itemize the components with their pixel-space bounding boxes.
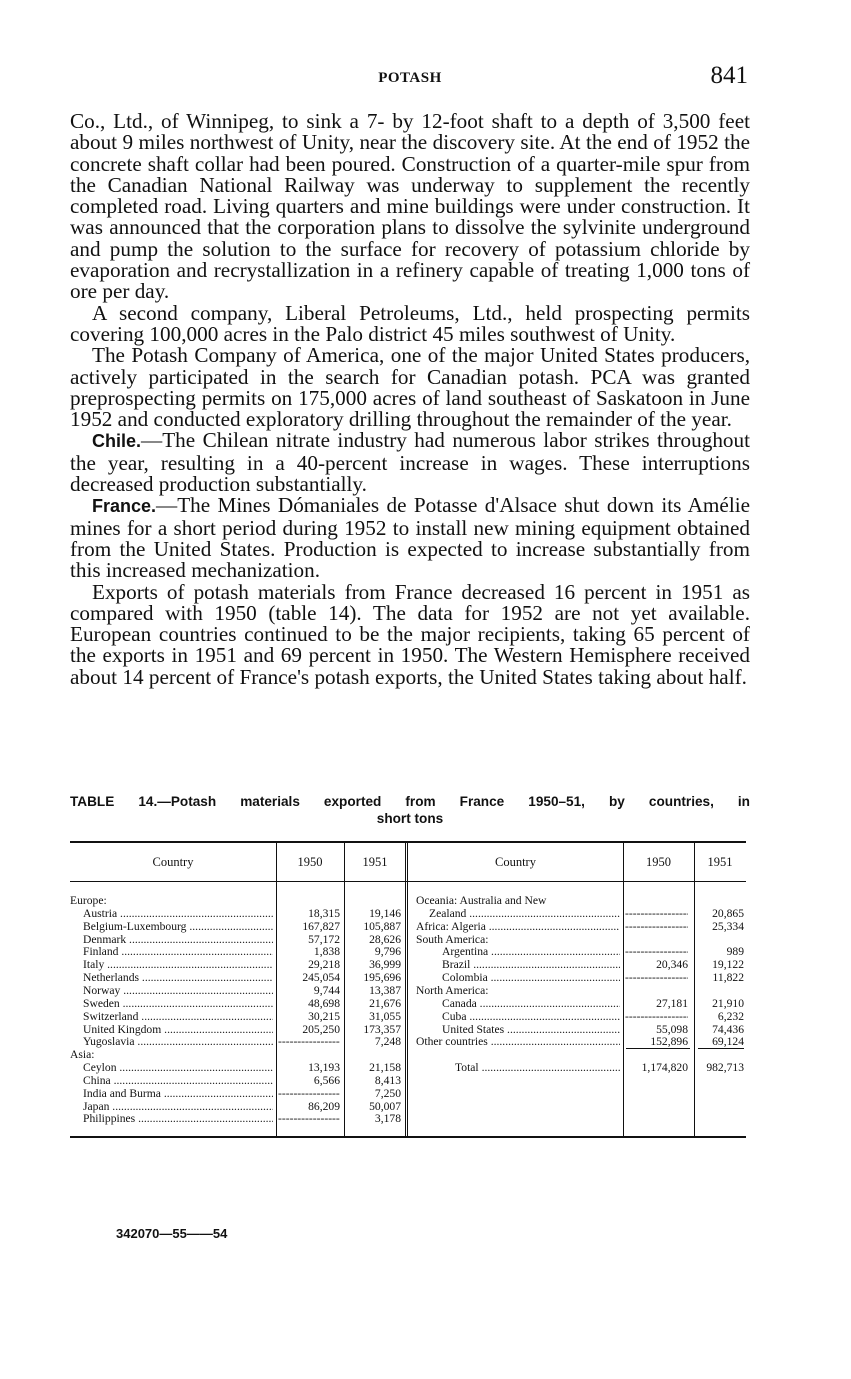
row-label — [70, 894, 273, 907]
row-label-text: Asia: — [70, 1048, 95, 1062]
value-1951: 173,357 — [363, 1022, 401, 1036]
value-1951: 20,865 — [712, 906, 744, 920]
page-header — [70, 62, 750, 92]
header-1950-left: 1950 — [297, 855, 323, 869]
value-1951: 9,796 — [374, 945, 401, 959]
page-number: 841 — [710, 62, 748, 89]
column-divider — [344, 843, 345, 1136]
row-label-text: Norway — [83, 983, 121, 997]
value-1950: 20,346 — [656, 958, 688, 972]
row-label-text: United Kingdom — [83, 1022, 162, 1036]
value-1950: 57,172 — [308, 932, 340, 946]
header-country-right: Country — [495, 855, 536, 869]
value-1950: 86,209 — [308, 1099, 340, 1113]
row-label-text: Other countries — [416, 1035, 488, 1049]
value-1951: 982,713 — [706, 1061, 744, 1075]
row-label — [83, 1087, 273, 1100]
row-label — [442, 945, 620, 958]
paragraph — [70, 495, 750, 581]
value-1951: 28,626 — [369, 932, 401, 946]
row-label-text: North America: — [416, 983, 489, 997]
row-label — [416, 894, 620, 907]
row-label — [83, 933, 273, 946]
row-label — [83, 1061, 273, 1074]
paragraph-text: Exports of potash materials from France decreased 16 percent in 1951 as compared with 1950 (table 14). The data for 1952 are not yet available. European countries continued to be the major recipients, taking 65 percent of the exports in 1951 and 69 percent in 1950. The Western Hemisphere received about 14 percent of France's potash exports, the United States taking about half. — [70, 579, 750, 689]
value-1951: 11,822 — [712, 971, 744, 985]
value-1951: 8,413 — [374, 1073, 401, 1087]
value-1951: 21,158 — [369, 1061, 401, 1075]
row-label — [416, 984, 620, 997]
row-label — [83, 984, 273, 997]
row-label — [416, 920, 620, 933]
row-label — [83, 958, 273, 971]
paragraph — [70, 300, 750, 346]
value-1950 — [625, 971, 688, 984]
row-label-text: Africa: Algeria — [416, 919, 486, 933]
row-label — [83, 1074, 273, 1087]
row-label — [442, 971, 620, 984]
row-label-text: Belgium-Luxembourg — [83, 919, 187, 933]
row-label-text: Switzerland — [83, 1009, 139, 1023]
paragraph — [70, 111, 750, 303]
table-caption-line-2: short tons — [376, 811, 444, 826]
row-label-text: Total — [455, 1061, 479, 1075]
row-label-text: India and Burma — [83, 1086, 161, 1100]
row-label-text: Ceylon — [83, 1061, 117, 1075]
value-1950: 152,896 — [650, 1035, 688, 1049]
exports-table — [70, 841, 746, 1139]
row-label-text: Denmark — [83, 932, 127, 946]
value-1950: 29,218 — [308, 958, 340, 972]
value-1950: 9,744 — [313, 983, 340, 997]
paragraph-text: Co., Ltd., of Winnipeg, to sink a 7- by 12-foot shaft to a depth of 3,500 feet about 9 miles northwest of Unity, near the discovery site. At the end of 1952 the concrete shaft collar had been poured. Construction of a quarter-mile spur from the Canadian National Railway was underway to supplement the recently completed road. Living quarters and mine buildings were under construction. It was announced that the corporation plans to dissolve the sylvinite underground and pump the solution to the surface for recovery of potassium chloride by evaporation and recrystallization in a refinery capable of treating 1,000 tons of ore per day. — [70, 109, 750, 304]
value-1951: 6,232 — [717, 1009, 744, 1023]
row-label-text: South America: — [416, 932, 489, 946]
row-label — [442, 1010, 620, 1023]
row-label — [83, 997, 273, 1010]
row-label-text: Sweden — [83, 996, 120, 1010]
row-label — [442, 997, 620, 1010]
row-label — [455, 1061, 620, 1074]
value-1951: 74,436 — [712, 1022, 744, 1036]
value-1950: 13,193 — [308, 1061, 340, 1075]
value-1951: 36,999 — [369, 958, 401, 972]
value-1951: 195,696 — [363, 971, 401, 985]
value-1951: 19,122 — [712, 958, 744, 972]
row-label-text: Europe: — [70, 894, 107, 907]
row-label-text: Oceania: Australia and New — [416, 894, 547, 907]
row-label-text: Austria — [83, 906, 118, 920]
row-label-text: Canada — [442, 996, 477, 1010]
value-1951: 7,250 — [374, 1086, 401, 1100]
header-1950-right: 1950 — [646, 855, 671, 869]
paragraph — [70, 430, 750, 495]
value-1950 — [625, 907, 688, 920]
paragraph-text: —The Chilean nitrate industry had numerous labor strikes throughout the year, resulting in a 40-percent increase in wages. These interruptions decreased production substantially. — [70, 428, 750, 497]
table-bottom-rule — [70, 1136, 746, 1138]
row-label — [416, 933, 620, 946]
paragraph-text: The Potash Company of America, one of the major United States producers, actively participated in the search for Canadian potash. PCA was granted preprospecting permits on 175,000 acres of land southeast of Saskatoon in June 1952 and conducted exploratory drilling throughout the remainder of the year. — [70, 343, 750, 432]
row-label — [442, 1023, 620, 1036]
row-label-text: Italy — [83, 958, 105, 972]
value-1951: 31,055 — [369, 1009, 401, 1023]
value-1951: 19,146 — [369, 906, 401, 920]
row-label-text: United States — [442, 1022, 505, 1036]
value-1950: 205,250 — [302, 1022, 340, 1036]
row-label-text: Yugoslavia — [83, 1035, 135, 1049]
value-1951: 105,887 — [363, 919, 401, 933]
value-1951: 69,124 — [712, 1035, 744, 1049]
column-divider — [623, 843, 624, 1136]
value-1951: 50,007 — [369, 1099, 401, 1113]
paragraph-text: —The Mines Dómaniales de Potasse d'Alsace shut down its Amélie mines for a short period during 1952 to install new mining equipment obtained from the United States. Production is expected to increase substantially from this increased mechanization. — [70, 493, 750, 583]
row-label — [83, 1010, 273, 1023]
value-1950: 167,827 — [302, 919, 340, 933]
row-label-text: Finland — [83, 945, 119, 959]
value-1950: 48,698 — [308, 996, 340, 1010]
value-1950: 1,838 — [313, 945, 340, 959]
row-label-text: Japan — [83, 1099, 110, 1113]
value-1951: 13,387 — [369, 983, 401, 997]
value-1951: 21,676 — [369, 996, 401, 1010]
value-1950: 55,098 — [656, 1022, 688, 1036]
table-caption-line-1: TABLE 14.—Potash materials exported from France 1950–51, by countries, in — [70, 794, 750, 809]
value-1950 — [278, 1035, 340, 1048]
table-caption — [70, 793, 750, 827]
row-label — [83, 1100, 273, 1113]
value-1950 — [278, 1087, 340, 1100]
header-1951-right: 1951 — [707, 855, 733, 869]
row-label — [83, 1112, 273, 1125]
value-1950 — [278, 1112, 340, 1125]
row-label — [83, 907, 273, 920]
row-label-text: Argentina — [442, 945, 489, 959]
row-label-text: China — [83, 1073, 111, 1087]
value-1950 — [625, 945, 688, 958]
row-label-text: Netherlands — [83, 971, 140, 985]
value-1951: 21,910 — [712, 996, 744, 1010]
value-1950: 6,566 — [313, 1073, 340, 1087]
row-label-text: Cuba — [442, 1009, 467, 1023]
row-label — [83, 920, 273, 933]
row-label-text: Colombia — [442, 971, 488, 985]
paragraph-text: A second company, Liberal Petroleums, Ltd., held prospecting permits covering 100,000 acres in the Palo district 45 miles southwest of Unity. — [70, 300, 750, 346]
table-header-rule — [70, 881, 746, 882]
run-in-heading: Chile. — [92, 431, 142, 452]
value-1951: 989 — [726, 945, 744, 959]
running-title: POTASH — [378, 70, 442, 86]
row-label — [416, 1035, 620, 1048]
table-top-rule — [70, 841, 746, 843]
row-label — [429, 907, 620, 920]
body-text — [70, 111, 750, 688]
value-1950: 30,215 — [308, 1009, 340, 1023]
print-code: 342070—55——54 — [116, 1226, 228, 1241]
column-divider-double — [405, 843, 408, 1136]
run-in-heading: France. — [92, 496, 157, 517]
row-label — [83, 945, 273, 958]
header-country-left: Country — [152, 855, 194, 869]
value-1950: 18,315 — [308, 906, 340, 920]
row-label — [83, 1035, 273, 1048]
value-1951: 7,248 — [374, 1035, 401, 1049]
row-label-text: Zealand — [429, 906, 467, 920]
value-1950: 27,181 — [656, 996, 688, 1010]
column-divider — [276, 843, 277, 1136]
value-1950: 245,054 — [302, 971, 340, 985]
value-1951: 3,178 — [374, 1112, 401, 1126]
column-divider — [694, 843, 695, 1136]
row-label — [83, 971, 273, 984]
value-1950: 1,174,820 — [641, 1061, 688, 1075]
row-label — [83, 1023, 273, 1036]
row-label — [70, 1048, 273, 1061]
paragraph — [70, 579, 750, 689]
row-label — [442, 958, 620, 971]
value-1950 — [625, 1010, 688, 1023]
row-label-text: Philippines — [83, 1112, 136, 1126]
value-1951: 25,334 — [712, 919, 744, 933]
paragraph — [70, 345, 750, 430]
value-1950 — [625, 920, 688, 933]
header-1951-left: 1951 — [362, 855, 388, 869]
row-label-text: Brazil — [442, 958, 471, 972]
